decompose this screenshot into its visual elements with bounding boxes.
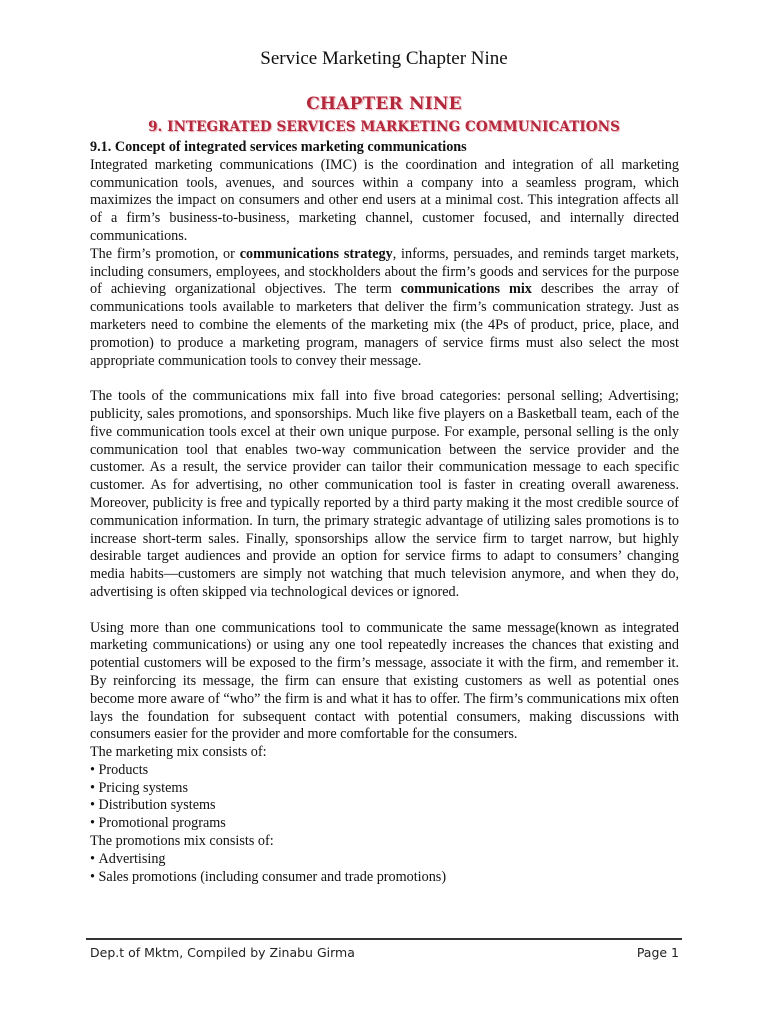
chapter-subtitle: 9. INTEGRATED SERVICES MARKETING COMMUNICATIONS	[148, 119, 620, 135]
list-item: • Sales promotions (including consumer and trade promotions)	[90, 869, 679, 887]
text-run: describes the array of communications tools available to marketers that deliver the firm’s communication strategy. Just as marketers need to combine the elements of the marketing mix (the 4Ps of product, price, place, and promotion) to produce a marketing program, managers of service firms must also select the most appropriate communication tools to convey their message.	[90, 281, 679, 369]
paragraph-gap	[90, 370, 679, 388]
marketing-mix-list	[90, 762, 679, 833]
footer-author: Dep.t of Mktm, Compiled by Zinabu Girma	[90, 945, 355, 960]
page-header-title: Service Marketing Chapter Nine	[260, 48, 508, 69]
footer-divider	[86, 938, 682, 940]
promotions-mix-list	[90, 851, 679, 887]
text-run: The firm’s promotion, or	[90, 245, 240, 262]
list-item: • Pricing systems	[90, 780, 679, 798]
document-body	[90, 139, 679, 886]
paragraph-gap	[90, 602, 679, 620]
section-heading: 9.1. Concept of integrated services marketing communications	[90, 139, 467, 155]
page-number: Page 1	[636, 945, 679, 960]
marketing-mix-intro: The marketing mix consists of:	[90, 744, 267, 761]
list-item: • Promotional programs	[90, 815, 679, 833]
list-item: • Advertising	[90, 851, 679, 869]
paragraph-integrated-communications: Using more than one communications tool to communicate the same message(known as integrated marketing communications) or using any one tool repeatedly increases the chances that existing and potential customers will be exposed to the firm’s message, associate it with the firm, and remember it. By reinforcing its message, the firm can ensure that existing customers as well as potential ones become more aware of “who” the firm is and what it has to offer. The firm’s communications mix often lays the foundation for subsequent contact with potential consumers, making discussions with consumers easier for the provider and more comfortable for the consumers.	[90, 619, 679, 743]
promotions-mix-intro: The promotions mix consists of:	[90, 833, 274, 850]
list-item: • Products	[90, 762, 679, 780]
term-communications-strategy: communications strategy	[239, 245, 393, 262]
paragraph-communications-strategy	[90, 246, 679, 371]
paragraph-communication-tools: The tools of the communications mix fall into five broad categories: personal selling; Advertising; publicity, sales promotions, and sponsorships. Much like five players on a Basketball team, each of the five communication tools excel at their own unique purpose. For example, personal selling is the only communication tool that enables two-way communication between the service provider and the customer. As a result, the service provider can tailor their communication message to each specific customer. As for advertising, no other communication tool is faster in creating overall awareness. Moreover, publicity is free and typically reported by a third party making it the most credible source of communication information. In turn, the primary strategic advantage of utilizing sales promotions is to increase short-term sales. Finally, sponsorships allow the service firm to target narrow, but highly desirable target audiences and provide an option for service firms to adapt to consumers’ changing media habits—customers are simply not watching that much television anymore, and when they do, advertising is often skipped via technological devices or ignored.	[90, 388, 679, 600]
paragraph-imc-definition: Integrated marketing communications (IMC) is the coordination and integration of all marketing communication tools, avenues, and sources within a company into a seamless program, which maximizes the impact on consumers and other end users at a minimal cost. This integration affects all of a firm’s business-to-business, marketing channel, customer focused, and internally directed communications.	[90, 156, 679, 244]
list-item: • Distribution systems	[90, 797, 679, 815]
chapter-title: CHAPTER NINE	[306, 94, 462, 114]
text-run: , informs, persuades, and reminds target markets, including consumers, employees, and stockholders about the firm’s goods and services for the purpose of achieving organizational objectives. The term	[90, 245, 679, 298]
term-communications-mix: communications mix	[400, 281, 532, 298]
